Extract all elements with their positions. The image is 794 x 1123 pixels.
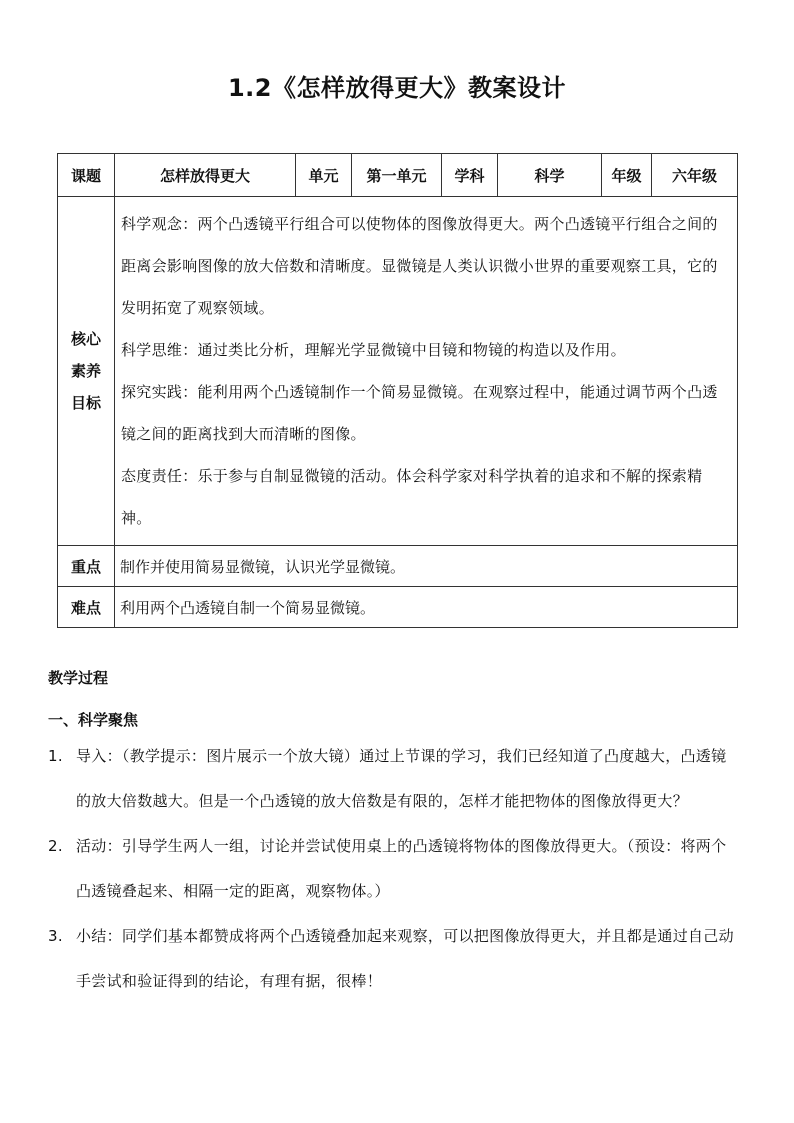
list-item xyxy=(48,824,738,914)
core-label-line: 目标 xyxy=(70,394,101,412)
list-item xyxy=(48,914,738,1004)
difficulty-label: 难点 xyxy=(58,587,115,628)
list-item-text: 小结：同学们基本都赞成将两个凸透镜叠加起来观察，可以把图像放得更大，并且都是通过自己动手尝试和验证得到的结论，有理有据，很棒！ xyxy=(76,927,734,990)
process-list xyxy=(48,734,738,1004)
grade-label: 年级 xyxy=(602,154,652,197)
core-literacy-label xyxy=(58,197,115,546)
core-label-line: 素养 xyxy=(70,362,101,380)
key-point-row xyxy=(58,546,738,587)
table-header-row xyxy=(58,154,738,197)
key-point-value: 制作并使用简易显微镜，认识光学显微镜。 xyxy=(115,546,738,587)
list-item-number: 2. xyxy=(48,837,63,855)
difficulty-row xyxy=(58,587,738,628)
core-literacy-content xyxy=(115,197,738,546)
course-label: 课题 xyxy=(58,154,115,197)
core-literacy-row xyxy=(58,197,738,546)
teaching-process-heading: 教学过程 xyxy=(48,669,109,687)
core-paragraph-attitude: 态度责任：乐于参与自制显微镜的活动。体会科学家对科学执着的追求和不解的探索精神。 xyxy=(121,467,703,527)
science-focus-heading: 一、科学聚焦 xyxy=(48,711,139,729)
grade-value: 六年级 xyxy=(652,154,738,197)
list-item-text: 导入：（教学提示：图片展示一个放大镜）通过上节课的学习，我们已经知道了凸度越大，凸透镜的放大倍数越大。但是一个凸透镜的放大倍数是有限的，怎样才能把物体的图像放得更大？ xyxy=(76,747,727,810)
list-item xyxy=(48,734,738,824)
core-paragraph-inquiry-practice: 探究实践：能利用两个凸透镜制作一个简易显微镜。在观察过程中，能通过调节两个凸透镜之间的距离找到大而清晰的图像。 xyxy=(121,383,718,443)
list-item-number: 3. xyxy=(48,927,63,945)
lesson-info-table xyxy=(57,153,738,628)
subject-label: 学科 xyxy=(442,154,498,197)
subject-value: 科学 xyxy=(498,154,602,197)
list-item-text: 活动：引导学生两人一组，讨论并尝试使用桌上的凸透镜将物体的图像放得更大。（预设：将两个凸透镜叠起来、相隔一定的距离，观察物体。） xyxy=(76,837,727,900)
core-paragraph-science-thinking: 科学思维：通过类比分析，理解光学显微镜中目镜和物镜的构造以及作用。 xyxy=(121,341,626,359)
difficulty-value: 利用两个凸透镜自制一个简易显微镜。 xyxy=(115,587,738,628)
document-title: 1.2《怎样放得更大》教案设计 xyxy=(227,74,566,102)
unit-value: 第一单元 xyxy=(352,154,442,197)
key-point-label: 重点 xyxy=(58,546,115,587)
course-value: 怎样放得更大 xyxy=(115,154,296,197)
unit-label: 单元 xyxy=(296,154,352,197)
core-paragraph-science-concept: 科学观念：两个凸透镜平行组合可以使物体的图像放得更大。两个凸透镜平行组合之间的距离会影响图像的放大倍数和清晰度。显微镜是人类认识微小世界的重要观察工具，它的发明拓宽了观察领域。 xyxy=(121,215,718,317)
list-item-number: 1. xyxy=(48,747,63,765)
core-label-line: 核心 xyxy=(70,330,101,348)
